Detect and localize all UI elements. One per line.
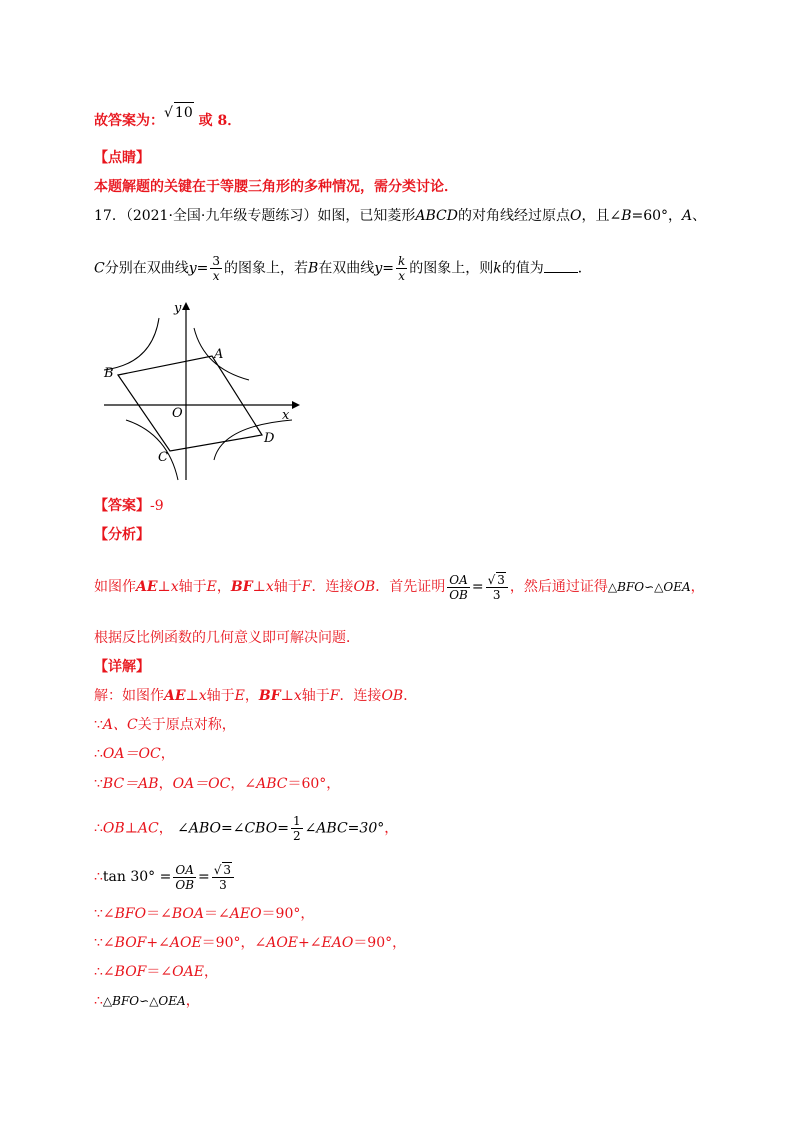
denominator: OB — [449, 587, 468, 602]
text: ， — [158, 820, 173, 837]
text: 轴于 — [178, 579, 207, 595]
equals: = — [382, 260, 394, 277]
angle: BOF — [114, 964, 147, 980]
label-x: x — [282, 408, 290, 423]
var-f: F — [329, 688, 340, 704]
label-o: O — [172, 406, 183, 421]
label-c: C — [158, 450, 168, 465]
x-axis-arrow — [292, 401, 300, 409]
var-x: x — [170, 579, 179, 595]
text: ＝∠ — [204, 906, 230, 922]
label-a: A — [214, 347, 224, 362]
denominator: x — [212, 269, 220, 283]
therefore: ∴ — [94, 746, 103, 762]
text: ．首先证明 — [375, 579, 446, 595]
text: ＝∠ — [146, 964, 173, 980]
equals: = — [196, 260, 209, 277]
perp: ⊥ — [185, 688, 199, 704]
tan-expr: tan 30° = — [102, 869, 172, 885]
text: ∵∠ — [94, 906, 115, 922]
text: ， — [185, 993, 200, 1009]
var-a: A — [682, 208, 693, 224]
perp: ⊥ — [252, 579, 266, 595]
var-ae: AE — [164, 688, 186, 704]
because: ∵ — [94, 776, 103, 792]
answer-blank — [544, 258, 578, 273]
var-x: x — [265, 579, 274, 595]
angle-equation: ∠ABC=30° — [304, 820, 385, 837]
fraction-one-half — [291, 814, 303, 843]
text: ． — [577, 260, 592, 277]
text: ， — [690, 579, 705, 595]
label-d: D — [264, 431, 275, 446]
text: 的值为 — [501, 260, 544, 277]
text: 轴于 — [206, 688, 235, 704]
answer-heading: 【答案】 — [94, 498, 150, 514]
var-abcd: ABCD — [415, 208, 458, 224]
fraction-k-over-x — [396, 254, 407, 283]
var-ob: OB — [353, 579, 376, 595]
because: ∵ — [94, 717, 103, 733]
equation: OA＝OC — [172, 776, 231, 792]
text: 的图象上，则 — [409, 260, 494, 277]
text: 分别在双曲线 — [104, 260, 189, 277]
answer-line — [94, 105, 242, 131]
fraction-sqrt3-over-3 — [486, 572, 508, 602]
numerator: 1 — [292, 814, 301, 828]
text: ∵∠ — [94, 935, 115, 951]
step-4 — [94, 774, 340, 794]
text: ． — [403, 688, 418, 704]
text: ＝60°， — [287, 776, 341, 792]
denominator: 2 — [292, 829, 301, 843]
text: ，且∠ — [581, 208, 622, 224]
var-y: y — [374, 260, 383, 277]
perp: ⊥ — [124, 820, 138, 837]
var-ob: OB — [102, 820, 125, 837]
var-abc: ABC — [256, 776, 288, 792]
text: 如图作 — [94, 579, 136, 595]
text: ， — [216, 579, 231, 595]
text: ＝90°， — [261, 906, 315, 922]
text: 解：如图作 — [94, 688, 164, 704]
text: 在双曲线 — [318, 260, 375, 277]
angle: BFO — [114, 906, 147, 922]
step-5 — [94, 814, 398, 843]
label-y: y — [174, 301, 182, 316]
rhombus-abcd — [118, 356, 262, 451]
perp: ⊥ — [157, 579, 171, 595]
numerator: 3 — [212, 254, 221, 268]
var-b: B — [621, 208, 632, 224]
var-k: k — [493, 260, 502, 277]
text: ， — [203, 964, 218, 980]
var-e: E — [234, 688, 245, 704]
var-o: O — [569, 208, 582, 224]
answer-prefix: 故答案为： — [94, 113, 164, 129]
numerator: √ 3 — [212, 862, 234, 878]
step-1 — [94, 686, 417, 706]
problem-line-2 — [94, 254, 592, 283]
text: ∴∠ — [94, 964, 115, 980]
text: 关于原点对称， — [137, 717, 236, 733]
var-ac: AC — [137, 820, 159, 837]
perp: ⊥ — [280, 688, 294, 704]
denominator: x — [398, 269, 405, 283]
numerator: OA — [173, 863, 196, 878]
var-x: x — [198, 688, 207, 704]
text: +∠ — [298, 935, 322, 951]
text: =60°， — [631, 208, 683, 224]
text: +∠ — [146, 935, 170, 951]
sqrt-ten: √ 10 — [164, 105, 194, 121]
var-ac: A、C — [102, 717, 138, 733]
var-f: F — [301, 579, 312, 595]
text: 如图，已知菱形 — [317, 208, 416, 224]
numerator: OA — [447, 573, 470, 588]
var-ae: AE — [136, 579, 158, 595]
text: ， — [244, 688, 259, 704]
text: 轴于 — [273, 579, 302, 595]
y-axis-arrow — [182, 302, 190, 310]
step-9 — [94, 962, 218, 982]
text: ．连接 — [339, 688, 382, 704]
angle: AOE — [169, 935, 202, 951]
var-x: x — [293, 688, 302, 704]
var-ob: OB — [381, 688, 404, 704]
text: ， — [158, 776, 173, 792]
equals: = — [198, 869, 210, 885]
step-6 — [94, 862, 236, 892]
text: 的图象上，若 — [224, 260, 309, 277]
fenxi-heading: 【分析】 — [94, 527, 150, 543]
equals: = — [471, 579, 484, 595]
var-bf: BF — [258, 688, 281, 704]
text: ，然后通过证得 — [509, 579, 608, 595]
rhombus-figure — [94, 298, 304, 482]
fraction-sqrt3-over-3 — [212, 862, 234, 892]
denominator: 3 — [219, 878, 227, 892]
problem-source: （2021·全国·九年级专题练习） — [125, 208, 318, 224]
var-bf: BF — [230, 579, 253, 595]
text: ， — [160, 746, 175, 762]
step-8 — [94, 933, 406, 953]
radicand: 3 — [497, 573, 505, 587]
text: ，∠ — [230, 776, 257, 792]
var-c: C — [94, 260, 105, 277]
dianjing-heading: 【点睛】 — [94, 150, 150, 166]
answer-value: -9 — [150, 498, 164, 514]
text: 的对角线经过原点 — [457, 208, 570, 224]
therefore: ∴ — [94, 869, 103, 885]
similar-triangles: △BFO∽△OEA — [102, 994, 186, 1008]
step-3 — [94, 744, 175, 764]
step-7 — [94, 904, 314, 924]
text: 轴于 — [301, 688, 330, 704]
angle: OAE — [172, 964, 204, 980]
problem-number: 17． — [94, 208, 126, 224]
step-2 — [94, 715, 236, 735]
problem-line-1 — [94, 206, 706, 226]
sqrt-radicand: 10 — [174, 102, 194, 123]
angle: BOF — [114, 935, 147, 951]
label-b: B — [104, 366, 114, 381]
numerator: √ 3 — [486, 572, 508, 588]
text: 、 — [692, 208, 707, 224]
xiangjie-heading: 【详解】 — [94, 659, 150, 675]
fenxi-line-1 — [94, 572, 705, 602]
denominator: 3 — [492, 588, 501, 602]
radicand: 3 — [223, 863, 232, 877]
angle-equation: ∠ABO=∠CBO= — [177, 820, 289, 837]
angle: AOE — [266, 935, 299, 951]
similar-triangles: △BFO∽△OEA — [607, 580, 691, 594]
text: ， — [384, 820, 399, 837]
text: ＝90°， — [353, 935, 407, 951]
var-e: E — [206, 579, 217, 595]
angle: EAO — [321, 935, 354, 951]
denominator: OB — [175, 877, 195, 892]
answer-section — [94, 496, 164, 516]
equation: BC＝AB — [102, 776, 159, 792]
fraction-3-over-x — [210, 254, 222, 283]
angle: BOA — [171, 906, 204, 922]
therefore: ∴ — [94, 820, 103, 837]
fraction-oa-ob — [173, 863, 196, 892]
equation: OA＝OC — [102, 746, 161, 762]
var-b: B — [308, 260, 319, 277]
hyperbola-lower-right — [214, 420, 292, 460]
angle: AEO — [229, 906, 262, 922]
numerator: k — [397, 254, 406, 268]
text: ＝∠ — [146, 906, 172, 922]
fraction-oa-ob — [447, 573, 470, 602]
step-10 — [94, 991, 200, 1011]
therefore: ∴ — [94, 993, 103, 1009]
var-y: y — [188, 260, 197, 277]
answer-suffix: 或 8． — [198, 113, 242, 129]
dianjing-text: 本题解题的关键在于等腰三角形的多种情况，需分类讨论． — [94, 179, 458, 195]
text: ＝90°，∠ — [201, 935, 267, 951]
text: ．连接 — [311, 579, 354, 595]
hyperbola-lower-left — [126, 420, 178, 480]
hyperbola-upper-left — [104, 318, 159, 370]
fenxi-line-2: 根据反比例函数的几何意义即可解决问题． — [94, 630, 360, 646]
